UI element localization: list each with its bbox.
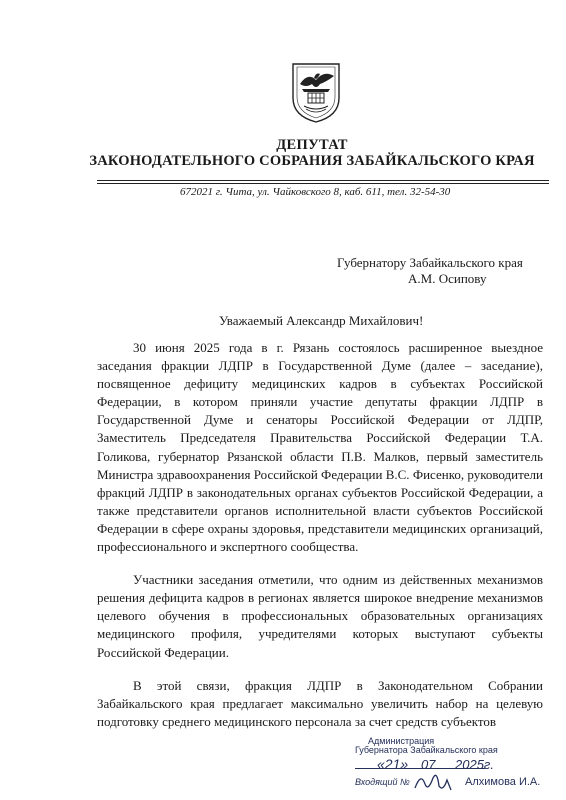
stamp-incoming-label: Входящий № — [355, 777, 410, 787]
stamp-day: «21» — [377, 756, 409, 772]
recipient-name: А.М. Осипову — [408, 271, 487, 286]
registration-stamp — [355, 736, 555, 798]
coat-of-arms-icon — [290, 62, 342, 124]
paragraph: Участники заседания отметили, что одним из действенных механизмов решения дефицита кадров в регионах является широкое внедрение механизмов целевого обучения в профессиональных образовательных организациях медицинского профиля, учредителями которых выступают субъекты Российской Федерации. — [97, 572, 543, 660]
paragraph: 30 июня 2025 года в г. Рязань состоялось расширенное выездное заседания фракции ЛДПР в Государственной Думе (далее – заседание), посвященное дефициту медицинских кадров в субъектах Российской Федерации, в котором приняли участие депутаты фракции ЛДПР в Государственной Думе и сенаторы Российской Федерации от ЛДПР, Заместитель Председателя Правительства Российской Федерации Т.А. Голикова, губернатор Рязанской области П.В. Малков, первый заместитель Министра здравоохранения Российской Федерации В.С. Фисенко, руководители фракций ЛДПР в законодательных органах субъектов Российской Федерации, а также представители органов исполнительной власти субъектов Российской Федерации в сфере охраны здоровья, представители медицинских организаций, профессионального и экспертного сообщества. — [97, 340, 543, 555]
stamp-month: 07 — [421, 757, 436, 772]
handwritten-signature-icon — [413, 770, 463, 794]
document-subtitle: ЗАКОНОДАТЕЛЬНОГО СОБРАНИЯ ЗАБАЙКАЛЬСКОГО КРАЯ — [89, 153, 535, 169]
stamp-initials: Алхимова И.А. — [465, 776, 541, 788]
sender-address: 672021 г. Чита, ул. Чайковского 8, каб. 611, тел. 32-54-30 — [180, 186, 451, 198]
stamp-date-line — [355, 768, 485, 769]
letter-body — [97, 339, 543, 746]
recipient-title: Губернатору Забайкальского края — [337, 255, 523, 270]
header-divider-thin — [97, 183, 549, 184]
salutation: Уважаемый Александр Михайлович! — [219, 313, 424, 328]
stamp-line-1: Администрация — [368, 736, 435, 746]
paragraph: В этой связи, фракция ЛДПР в Законодательном Собрании Забайкальского края предлагает максимально увеличить набор на целевую подготовку среднего медицинского персонала за счет средств субъектов — [97, 677, 543, 729]
stamp-line-2: Губернатора Забайкальского края — [355, 745, 498, 755]
header-divider — [97, 180, 549, 181]
document-title: ДЕПУТАТ — [276, 137, 348, 153]
stamp-year: 2025г. — [455, 757, 494, 772]
